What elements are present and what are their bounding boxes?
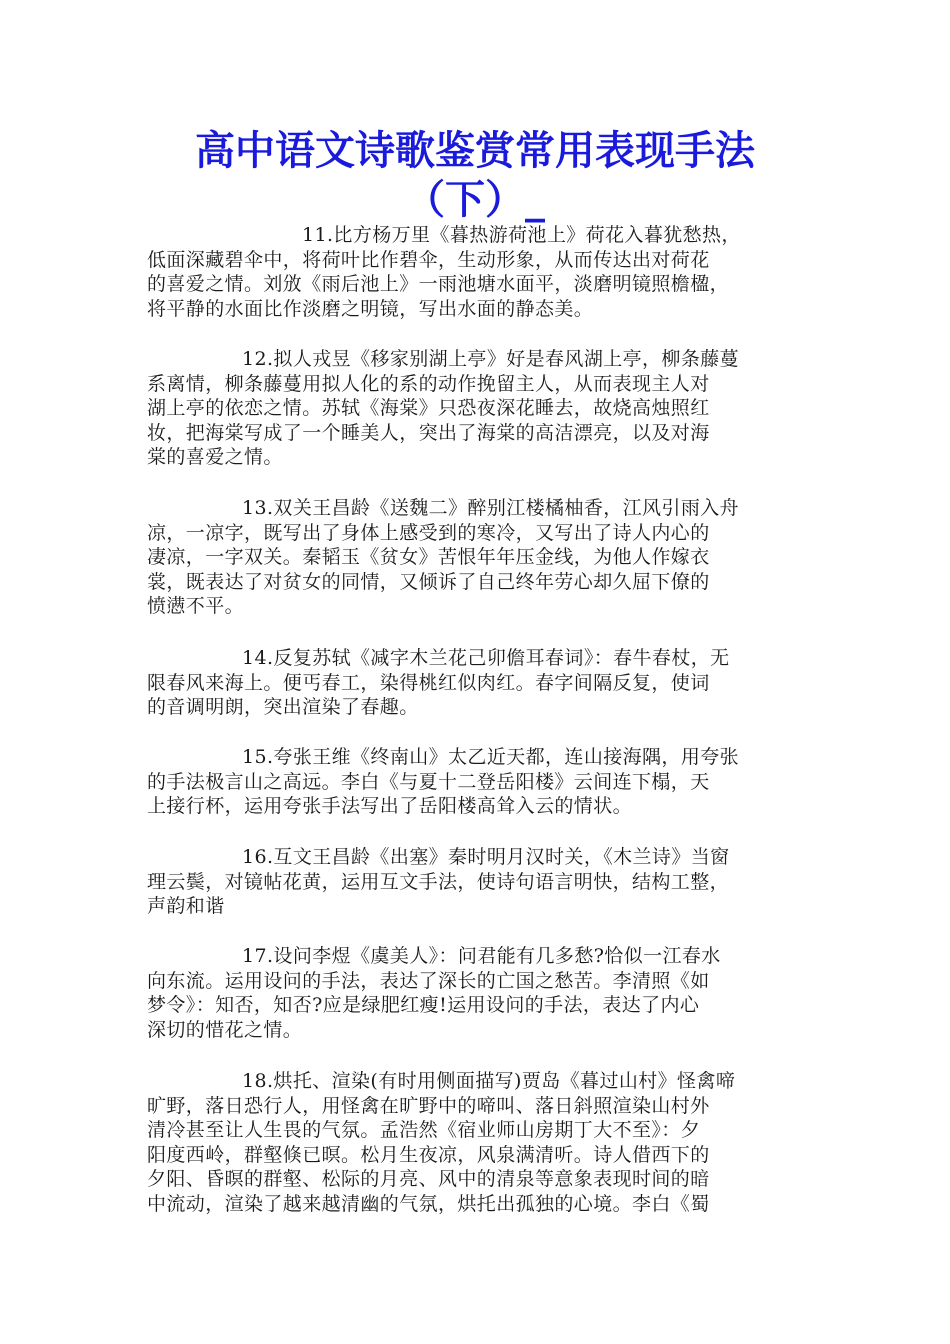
paragraph-line: 阳度西岭，群壑倏已暝。松月生夜凉，风泉满清听。诗人借西下的 — [147, 1143, 710, 1166]
paragraph-line: 棠的喜爱之情。 — [147, 446, 283, 468]
paragraph-12 — [147, 347, 807, 470]
paragraph-line: 深切的惜花之情。 — [147, 1018, 303, 1041]
paragraph-17 — [147, 944, 807, 1042]
paragraph-18 — [147, 1069, 807, 1216]
paragraph-15 — [147, 745, 807, 819]
paragraph-line: 愤懑不平。 — [147, 595, 245, 617]
paragraph-line: 妆，把海棠写成了一个睡美人，突出了海棠的高洁漂亮，以及对海 — [147, 421, 710, 444]
paragraph-line: 11.比方杨万里《暮热游荷池上》荷花入暮犹愁热， — [302, 224, 741, 246]
paragraph-line: 夕阳、昏暝的群壑、松际的月亮、风中的清泉等意象表现时间的暗 — [147, 1168, 710, 1190]
paragraph-line: 凄凉，一字双关。秦韬玉《贫女》苦恨年年压金线，为他人作嫁衣 — [147, 546, 710, 568]
paragraph-line: 17.设问李煜《虞美人》：问君能有几多愁?恰似一江春水 — [242, 945, 721, 967]
paragraph-line: 的喜爱之情。刘攽《雨后池上》一雨池塘水面平，淡磨明镜照檐楹， — [147, 273, 730, 295]
paragraph-line: 16.互文王昌龄《出塞》秦时明月汉时关，《木兰诗》当窗 — [242, 846, 730, 868]
paragraph-line: 12.拟人戎昱《移家别湖上亭》好是春风湖上亭，柳条藤蔓 — [242, 348, 740, 370]
paragraph-line: 系离情，柳条藤蔓用拟人化的系的动作挽留主人，从而表现主人对 — [147, 372, 710, 395]
paragraph-line: 14.反复苏轼《减字木兰花己卯儋耳春词》：春牛春杖，无 — [242, 647, 730, 669]
paragraph-line: 向东流。运用设问的手法，表达了深长的亡国之愁苦。李清照《如 — [147, 969, 710, 992]
paragraph-line: 裳，既表达了对贫女的同情，又倾诉了自己终年劳心却久屈下僚的 — [147, 570, 710, 593]
paragraph-line: 清冷甚至让人生畏的气氛。孟浩然《宿业师山房期丁大不至》：夕 — [147, 1119, 701, 1141]
page-title-subtitle: （下）_ — [405, 177, 545, 223]
paragraph-line: 梦令》：知否，知否?应是绿肥红瘦!运用设问的手法，表达了内心 — [147, 994, 700, 1016]
paragraph-line: 13.双关王昌龄《送魏二》醉别江楼橘柚香，江风引雨入舟 — [242, 497, 740, 519]
paragraph-line: 声韵和谐 — [147, 895, 225, 917]
paragraph-line: 中流动，渲染了越来越清幽的气氛，烘托出孤独的心境。李白《蜀 — [147, 1192, 710, 1215]
paragraph-line: 18.烘托、渲染(有时用侧面描写)贾岛《暮过山村》怪禽啼 — [242, 1070, 736, 1092]
paragraph-14 — [147, 646, 807, 720]
paragraph-line: 的手法极言山之高远。李白《与夏十二登岳阳楼》云间连下榻，天 — [147, 770, 710, 793]
paragraph-16 — [147, 845, 807, 919]
paragraph-11 — [147, 223, 807, 321]
paragraph-line: 限春风来海上。便丐春工，染得桃红似肉红。春字间隔反复，使词 — [147, 671, 710, 694]
paragraph-line: 将平静的水面比作淡磨之明镜，写出水面的静态美。 — [147, 297, 594, 320]
page-title: 高中语文诗歌鉴赏常用表现手法 — [195, 128, 755, 174]
paragraph-line: 的音调明朗，突出渲染了春趣。 — [147, 696, 419, 718]
paragraph-line: 凉，一凉字，既写出了身体上感受到的寒冷，又写出了诗人内心的 — [147, 521, 710, 544]
paragraph-line: 旷野，落日恐行人，用怪禽在旷野中的啼叫、落日斜照渲染山村外 — [147, 1094, 710, 1117]
paragraph-line: 上接行杯，运用夸张手法写出了岳阳楼高耸入云的情状。 — [147, 795, 633, 817]
paragraph-line: 理云鬓，对镜帖花黄，运用互文手法，使诗句语言明快，结构工整， — [147, 870, 730, 893]
paragraph-13 — [147, 496, 807, 619]
paragraph-line: 低面深藏碧伞中，将荷叶比作碧伞，生动形象，从而传达出对荷花 — [147, 248, 710, 271]
paragraph-line: 15.夸张王维《终南山》太乙近天都，连山接海隅，用夸张 — [242, 746, 740, 768]
paragraph-line: 湖上亭的依恋之情。苏轼《海棠》只恐夜深花睡去，故烧高烛照红 — [147, 397, 710, 419]
